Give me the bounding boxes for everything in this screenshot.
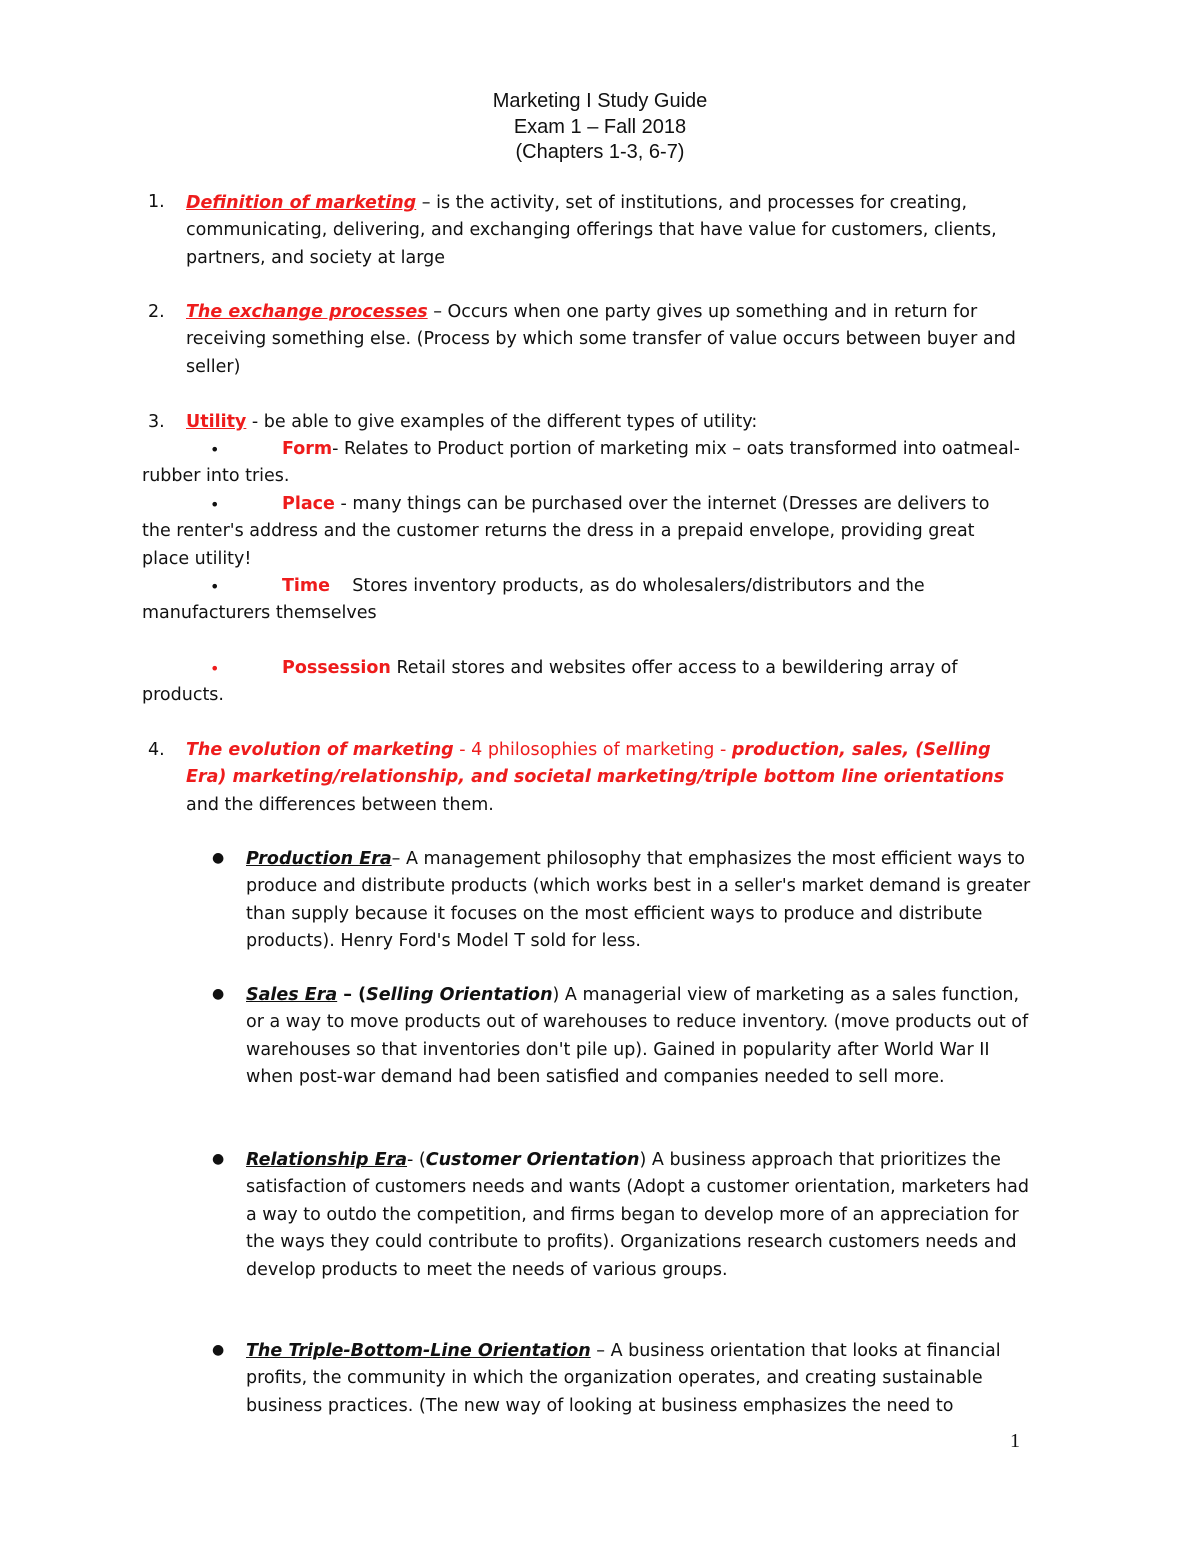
definition-text: – is the activity, set of institutions, and processes for creating, communicating, delivering, and exchanging offerings that have value for customers, clients, partners, and society at large: [186, 193, 997, 268]
doc-title: Marketing I Study Guide: [492, 90, 708, 112]
evolution-tail: and the differences between them.: [186, 794, 494, 815]
era-triple-bottom-line: [246, 1338, 1036, 1420]
doc-exam: Exam 1 – Fall 2018: [513, 116, 687, 138]
era-sales: [246, 982, 1036, 1092]
era-relationship-text: ) A business approach that prioritizes the satisfaction of customers needs and wants (Adopt a customer orientation, marketers had a way to outdo the competition, and firms began to develop more of an appreciation for the ways they could contribute to profits). Organizations research customers needs and develop products to meet the needs of various groups.: [246, 1150, 1029, 1280]
utility-possession: [142, 655, 1022, 710]
utility-time-text: Stores inventory products, as do wholesalers/distributors and the manufacturers themselves: [142, 576, 931, 624]
doc-chapters: (Chapters 1-3, 6-7): [515, 141, 685, 163]
bullet-icon: •: [210, 659, 220, 678]
item-number: 4.: [148, 740, 165, 760]
utility-possession-label: Possession: [282, 658, 391, 678]
evolution-mid: - 4 philosophies of marketing -: [453, 740, 732, 760]
utility-text: - be able to give examples of the different types of utility:: [246, 412, 758, 432]
item-number: 3.: [148, 412, 165, 432]
era-production-label: Production Era: [246, 849, 392, 869]
bullet-icon: ●: [212, 986, 225, 1002]
utility-place-label: Place: [282, 494, 335, 514]
bullet-icon: •: [210, 577, 220, 596]
item-definition-marketing: [186, 190, 1046, 272]
bullet-icon: ●: [212, 1151, 225, 1167]
era-production: [246, 846, 1036, 956]
era-relationship-orientation: Customer Orientation: [425, 1150, 640, 1170]
era-sales-dash: – (: [337, 985, 367, 1005]
utility-possession-text: Retail stores and websites offer access to a bewildering array of products.: [142, 658, 958, 706]
era-sales-label: Sales Era: [246, 985, 338, 1005]
era-production-text: – A management philosophy that emphasizes the most efficient ways to produce and distribute products (which works best in a seller's market demand is greater than supply because it focuses on the most efficient ways to produce and distribute products). Henry Ford's Model T sold for less.: [246, 849, 1031, 952]
item-exchange-processes: [186, 299, 1026, 381]
bullet-icon: ●: [212, 850, 225, 866]
utility-time-label: Time: [282, 576, 331, 596]
term-definition-marketing: Definition of marketing: [186, 193, 417, 213]
bullet-icon: •: [210, 440, 220, 459]
bullet-icon: •: [210, 495, 220, 514]
item-utility: [186, 409, 1026, 436]
term-evolution-marketing: The evolution of marketing: [186, 740, 454, 760]
utility-form-text: - Relates to Product portion of marketing mix – oats transformed into oatmeal- rubber into tries.: [142, 439, 1020, 487]
era-relationship-label: Relationship Era: [246, 1150, 408, 1170]
term-exchange-processes: The exchange processes: [186, 302, 428, 322]
bullet-icon: ●: [212, 1342, 225, 1358]
page-number: 1: [1010, 1430, 1020, 1452]
utility-place-text: - many things can be purchased over the internet (Dresses are delivers to the renter's address and the customer returns the dress in a prepaid envelope, providing great place utility!: [142, 494, 990, 569]
item-evolution-marketing: [186, 737, 1026, 819]
era-relationship: [246, 1147, 1036, 1284]
evolution-list: production, sales, (Selling Era) marketing/relationship, and societal marketing/triple bottom line orientations: [186, 740, 1005, 788]
item-number: 2.: [148, 302, 165, 322]
item-number: 1.: [148, 192, 165, 212]
era-triple-label: The Triple-Bottom-Line Orientation: [246, 1341, 591, 1361]
era-sales-text: ) A managerial view of marketing as a sales function, or a way to move products out of warehouses to reduce inventory. (move products out of warehouses so that inventories don't pile up). Gained in popularity after World War II when post-war demand had been satisfied and companies needed to sell more.: [246, 985, 1029, 1088]
era-relationship-dash: - (: [407, 1150, 426, 1170]
exchange-text: – Occurs when one party gives up something and in return for receiving something else. (Process by which some transfer of value occurs between buyer and seller): [186, 302, 1016, 377]
utility-form-label: Form: [282, 439, 333, 459]
utility-place: [142, 491, 1022, 573]
utility-time: [142, 573, 1022, 628]
era-sales-orientation: Selling Orientation: [366, 985, 553, 1005]
term-utility: Utility: [186, 412, 247, 432]
era-triple-text: – A business orientation that looks at financial profits, the community in which the organization operates, and creating sustainable business practices. (The new way of looking at business emphasizes the need to: [246, 1341, 1001, 1416]
utility-form: [142, 436, 1022, 491]
